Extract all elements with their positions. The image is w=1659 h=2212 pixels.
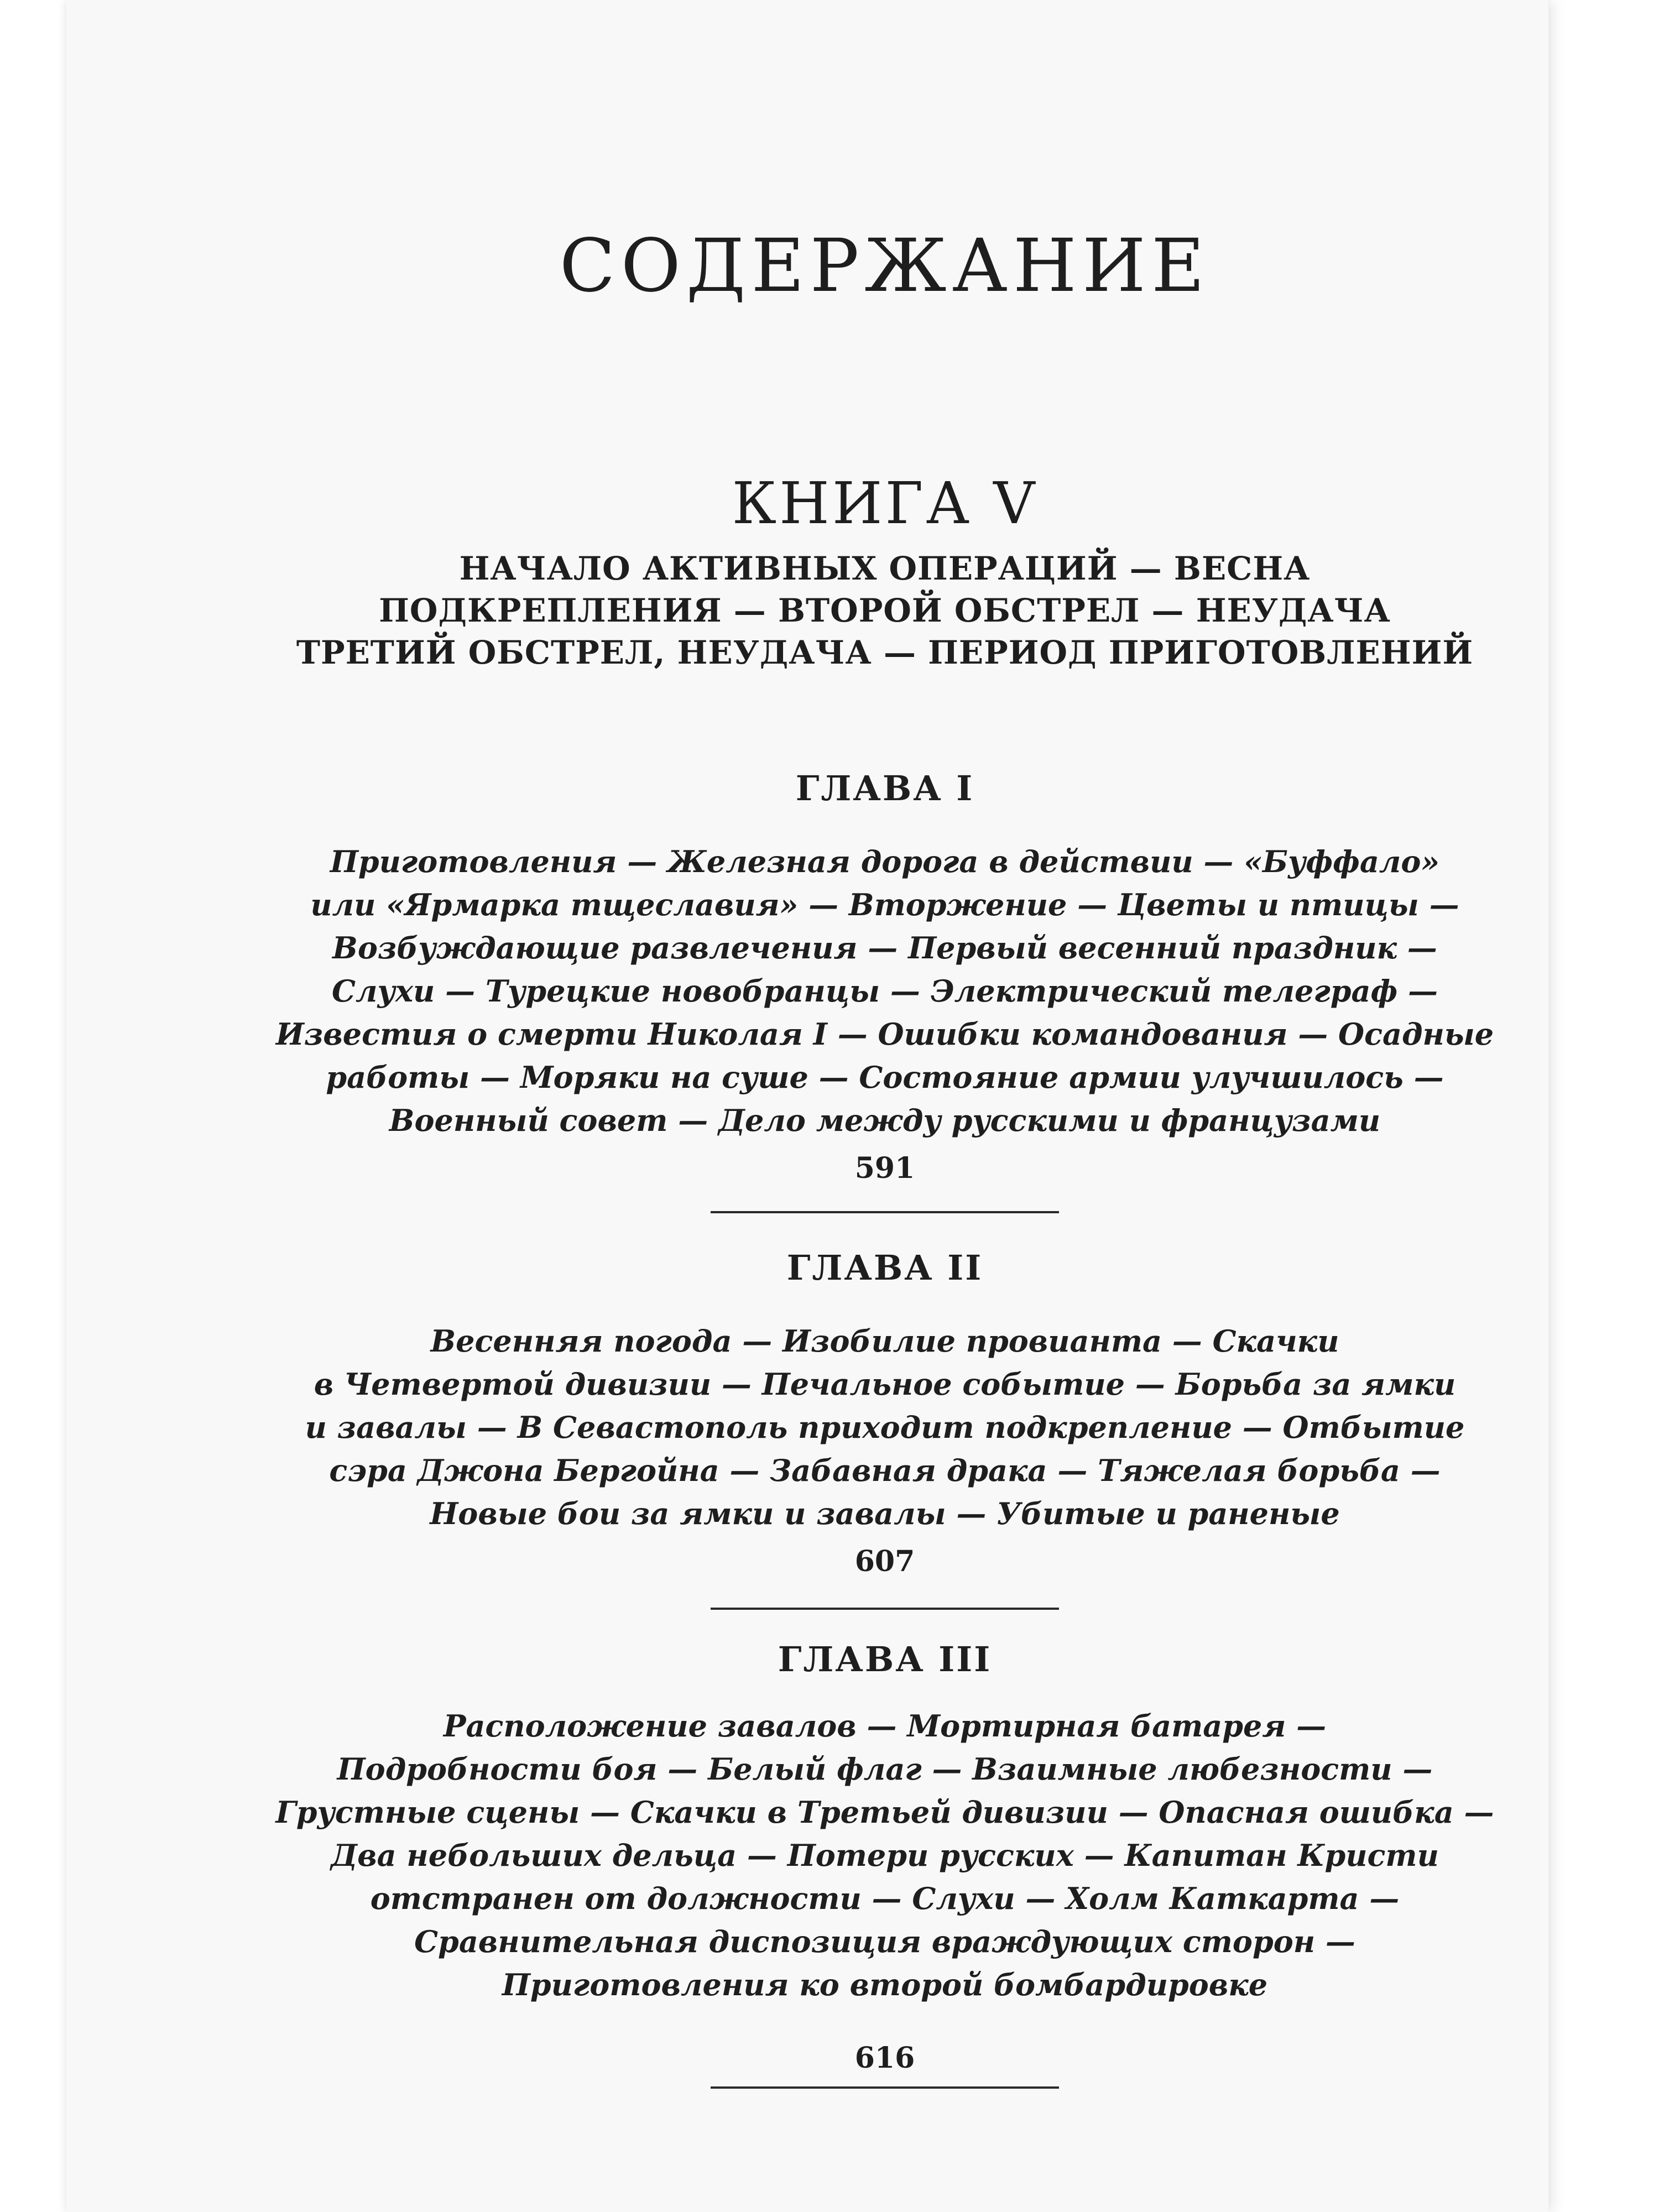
chapter-page-number: 591 [854, 1151, 915, 1185]
chapter-summary-line: Два небольших дельца — Потери русских — Капитан Кристи [331, 1838, 1439, 1873]
chapter-summary-line: отстранен от должности — Слухи — Холм Каткарта — [370, 1881, 1400, 1916]
chapter-summary-line: Приготовления — Железная дорога в действии — «Буффало» [330, 844, 1440, 879]
chapter-summary-line: Новые бои за ямки и завалы — Убитые и раненые [430, 1496, 1340, 1531]
chapter-title: ГЛАВА III [778, 1639, 992, 1679]
book-title: КНИГА V [732, 469, 1038, 537]
chapter-summary-line: сэра Джона Бергойна — Забавная драка — Тяжелая борьба — [329, 1453, 1441, 1488]
chapter-page-number: 616 [854, 2041, 915, 2075]
chapter-title: ГЛАВА I [795, 768, 974, 808]
chapter-summary-line: и завалы — В Севастополь приходит подкрепление — Отбытие [305, 1410, 1465, 1445]
chapter-summary-line: Слухи — Турецкие новобранцы — Электрический телеграф — [332, 973, 1438, 1009]
chapter-title: ГЛАВА II [786, 1248, 983, 1288]
chapter-summary-line: Сравнительная диспозиция враждующих сторон — [414, 1924, 1355, 1959]
chapter-summary-line: в Четвертой дивизии — Печальное событие — Борьба за ямки [314, 1366, 1456, 1402]
chapter-summary-line: Приготовления ко второй бомбардировке [502, 1967, 1268, 2002]
chapter-divider [711, 1608, 1059, 1610]
chapter-summary [249, 1319, 1521, 1535]
book-subtitle [249, 547, 1521, 674]
chapter-1 [249, 768, 1521, 1185]
chapter-2 [249, 1248, 1521, 1578]
chapter-page-number: 607 [854, 1545, 915, 1578]
chapter-summary-line: или «Ярмарка тщеславия» — Вторжение — Цветы и птицы — [310, 887, 1459, 922]
chapter-summary-line: Весенняя погода — Изобилие провианта — Скачки [430, 1323, 1339, 1359]
chapter-summary-line: Грустные сцены — Скачки в Третьей дивизии — Опасная ошибка — [275, 1794, 1494, 1830]
chapter-divider [711, 1211, 1059, 1213]
chapter-summary [249, 840, 1521, 1142]
book-subtitle-line: ПОДКРЕПЛЕНИЯ — ВТОРОЙ ОБСТРЕЛ — НЕУДАЧА [379, 592, 1391, 629]
book-page [66, 0, 1548, 2212]
chapter-divider [711, 2086, 1059, 2089]
chapter-summary-line: Известия о смерти Николая I — Ошибки командования — Осадные [275, 1016, 1494, 1052]
book-subtitle-line: ТРЕТИЙ ОБСТРЕЛ, НЕУДАЧА — ПЕРИОД ПРИГОТОВЛЕНИЙ [296, 634, 1474, 671]
chapter-summary-line: Подробности боя — Белый флаг — Взаимные любезности — [337, 1751, 1433, 1787]
chapter-3 [249, 1639, 1521, 2075]
chapter-summary-line: Возбуждающие развлечения — Первый весенний праздник — [332, 930, 1437, 966]
book-subtitle-line: НАЧАЛО АКТИВНЫХ ОПЕРАЦИЙ — ВЕСНА [459, 550, 1311, 587]
toc-title: СОДЕРЖАНИЕ [559, 223, 1211, 309]
chapter-summary [249, 1704, 1521, 2006]
chapter-summary-line: Военный совет — Дело между русскими и французами [389, 1103, 1381, 1138]
chapter-summary-line: работы — Моряки на суше — Состояние армии улучшилось — [326, 1060, 1444, 1095]
chapter-summary-line: Расположение завалов — Мортирная батарея — [443, 1708, 1327, 1744]
